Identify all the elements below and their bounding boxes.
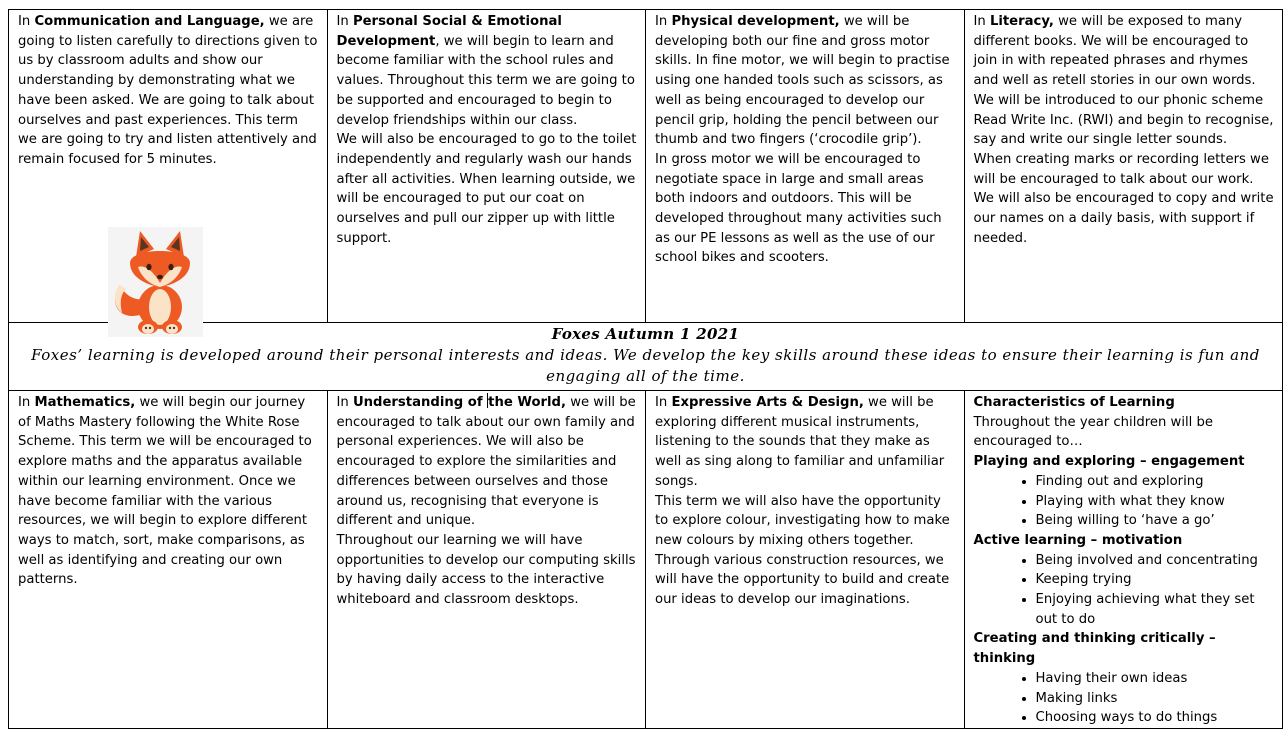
list-item: • Enjoying achieving what they set out to do [1036, 590, 1275, 629]
group-heading: Active learning – motivation [973, 532, 1183, 548]
group-list [974, 669, 1275, 728]
lead-text: In [18, 395, 35, 410]
cell-body: we are going to listen carefully to directions given to us by classroom adults and show our understanding by demonstrating what we have been asked. We are going to talk about ourselves and past experiences. This term we are going to try and listen attentively and remain focused for 5 minutes. [18, 14, 318, 167]
group-heading: Creating and thinking critically – thinking [973, 631, 1216, 667]
fox-icon [108, 227, 203, 337]
group-heading: Playing and exploring – engagement [973, 454, 1245, 470]
cell-expressive-arts [646, 391, 965, 729]
cell-literacy [964, 10, 1283, 323]
list-item: • Keeping trying [1036, 570, 1275, 590]
cell-body-2: When creating marks or recording letters we will be encouraged to talk about our work. [973, 151, 1269, 187]
cell-title: Literacy, [989, 14, 1054, 29]
list-item: • Making links [1036, 689, 1275, 709]
cell-title-b: the World, [488, 395, 566, 410]
characteristics-title: Characteristics of Learning [973, 395, 1175, 410]
cell-title: Physical development, [671, 14, 840, 29]
cell-physical [646, 10, 965, 323]
characteristics-intro: Throughout the year children will be encouraged to… [973, 414, 1213, 450]
list-item: • Having their own ideas [1036, 669, 1275, 689]
banner-title: Foxes Autumn 1 2021 [551, 325, 740, 343]
cell-body-2: Throughout our learning we will have opportunities to develop our computing skills by having daily access to the interactive whiteboard and classroom desktops. [336, 532, 636, 608]
cell-body: , we will begin to learn and become familiar with the school rules and values. Throughout this term we are going to be supported and encouraged to begin to develop friendships within our class. [336, 33, 635, 128]
lead-text: In [336, 395, 353, 410]
cell-understanding-world [327, 391, 646, 729]
banner-subtitle: Foxes’ learning is developed around their personal interests and ideas. We develop the key skills around these ideas to ensure their learning is fun and engaging all of the time. [31, 346, 1260, 385]
cell-title-a: Understanding of [352, 395, 488, 410]
cell-characteristics [964, 391, 1283, 729]
lead-text: In [655, 395, 672, 410]
list-item: • Being involved and concentrating [1036, 551, 1275, 571]
cell-body: we will be developing both our fine and gross motor skills. In fine motor, we will begin to practise using one handed tools such as scissors, as well as being encouraged to develop our pencil grip, holding the pencil between our thumb and two fingers (‘crocodile grip’). [655, 14, 950, 148]
list-item: • Playing with what they know [1036, 492, 1275, 512]
cell-mathematics [9, 391, 328, 729]
list-item: • Finding out and exploring [1036, 472, 1275, 492]
cell-personal [327, 10, 646, 323]
lead-text: In [18, 14, 35, 29]
cell-title: Mathematics, [34, 395, 136, 410]
group-list [974, 472, 1275, 531]
cell-body-2: This term we will also have the opportunity to explore colour, investigating how to make new colours by mixing others together. [655, 493, 950, 548]
cell-body: we will begin our journey of Maths Mastery following the White Rose Scheme. This term we will be encouraged to explore maths and the apparatus available within our learning environment. Once we have become familiar with the various resources, we will begin to explore different ways to match, sort, make comparisons, as well as identifying and creating our own patterns. [18, 395, 312, 588]
cell-body: we will be exposed to many different books. We will be encouraged to join in with repeated phrases and rhymes and well as retell stories in our own words. We will be introduced to our phonic scheme Read Write Inc. (RWI) and begin to recognise, say and write our single letter sounds. [973, 14, 1274, 148]
lead-text: In [973, 14, 990, 29]
learning-overview-table [8, 9, 1283, 729]
list-item: • Being willing to ‘have a go’ [1036, 511, 1275, 531]
cell-title: Expressive Arts & Design, [671, 395, 864, 410]
group-list [974, 551, 1275, 630]
cell-body: we will be encouraged to talk about our own family and personal experiences. We will also be encouraged to explore the similarities and differences between ourselves and those around us, recognising that everyone is different and unique. [336, 395, 636, 529]
bottom-row [9, 391, 1283, 729]
list-item: • Choosing ways to do things [1036, 708, 1275, 728]
cell-title: Communication and Language, [34, 14, 265, 29]
lead-text: In [336, 14, 353, 29]
cell-body-2: In gross motor we will be encouraged to negotiate space in large and small areas both indoors and outdoors. This will be developed throughout many activities such as our PE lessons as well as the use of our school bikes and scooters. [655, 151, 942, 266]
cell-body-3: Through various construction resources, we will have the opportunity to build and create our ideas to develop our imaginations. [655, 552, 950, 608]
cell-title: Personal Social & Emotional Development [336, 14, 562, 49]
lead-text: In [655, 14, 672, 29]
cell-body-3: We will also be encouraged to copy and write our names on a daily basis, with support if needed. [973, 191, 1274, 246]
cell-body: we will be exploring different musical instruments, listening to the sounds that they make as well as sing along to familiar and unfamiliar songs. [655, 395, 945, 489]
cell-body-2: We will also be encouraged to go to the toilet independently and regularly wash our hands after all activities. When learning outside, we will be encouraged to put our coat on ourselves and pull our zipper up with little support. [336, 132, 637, 246]
